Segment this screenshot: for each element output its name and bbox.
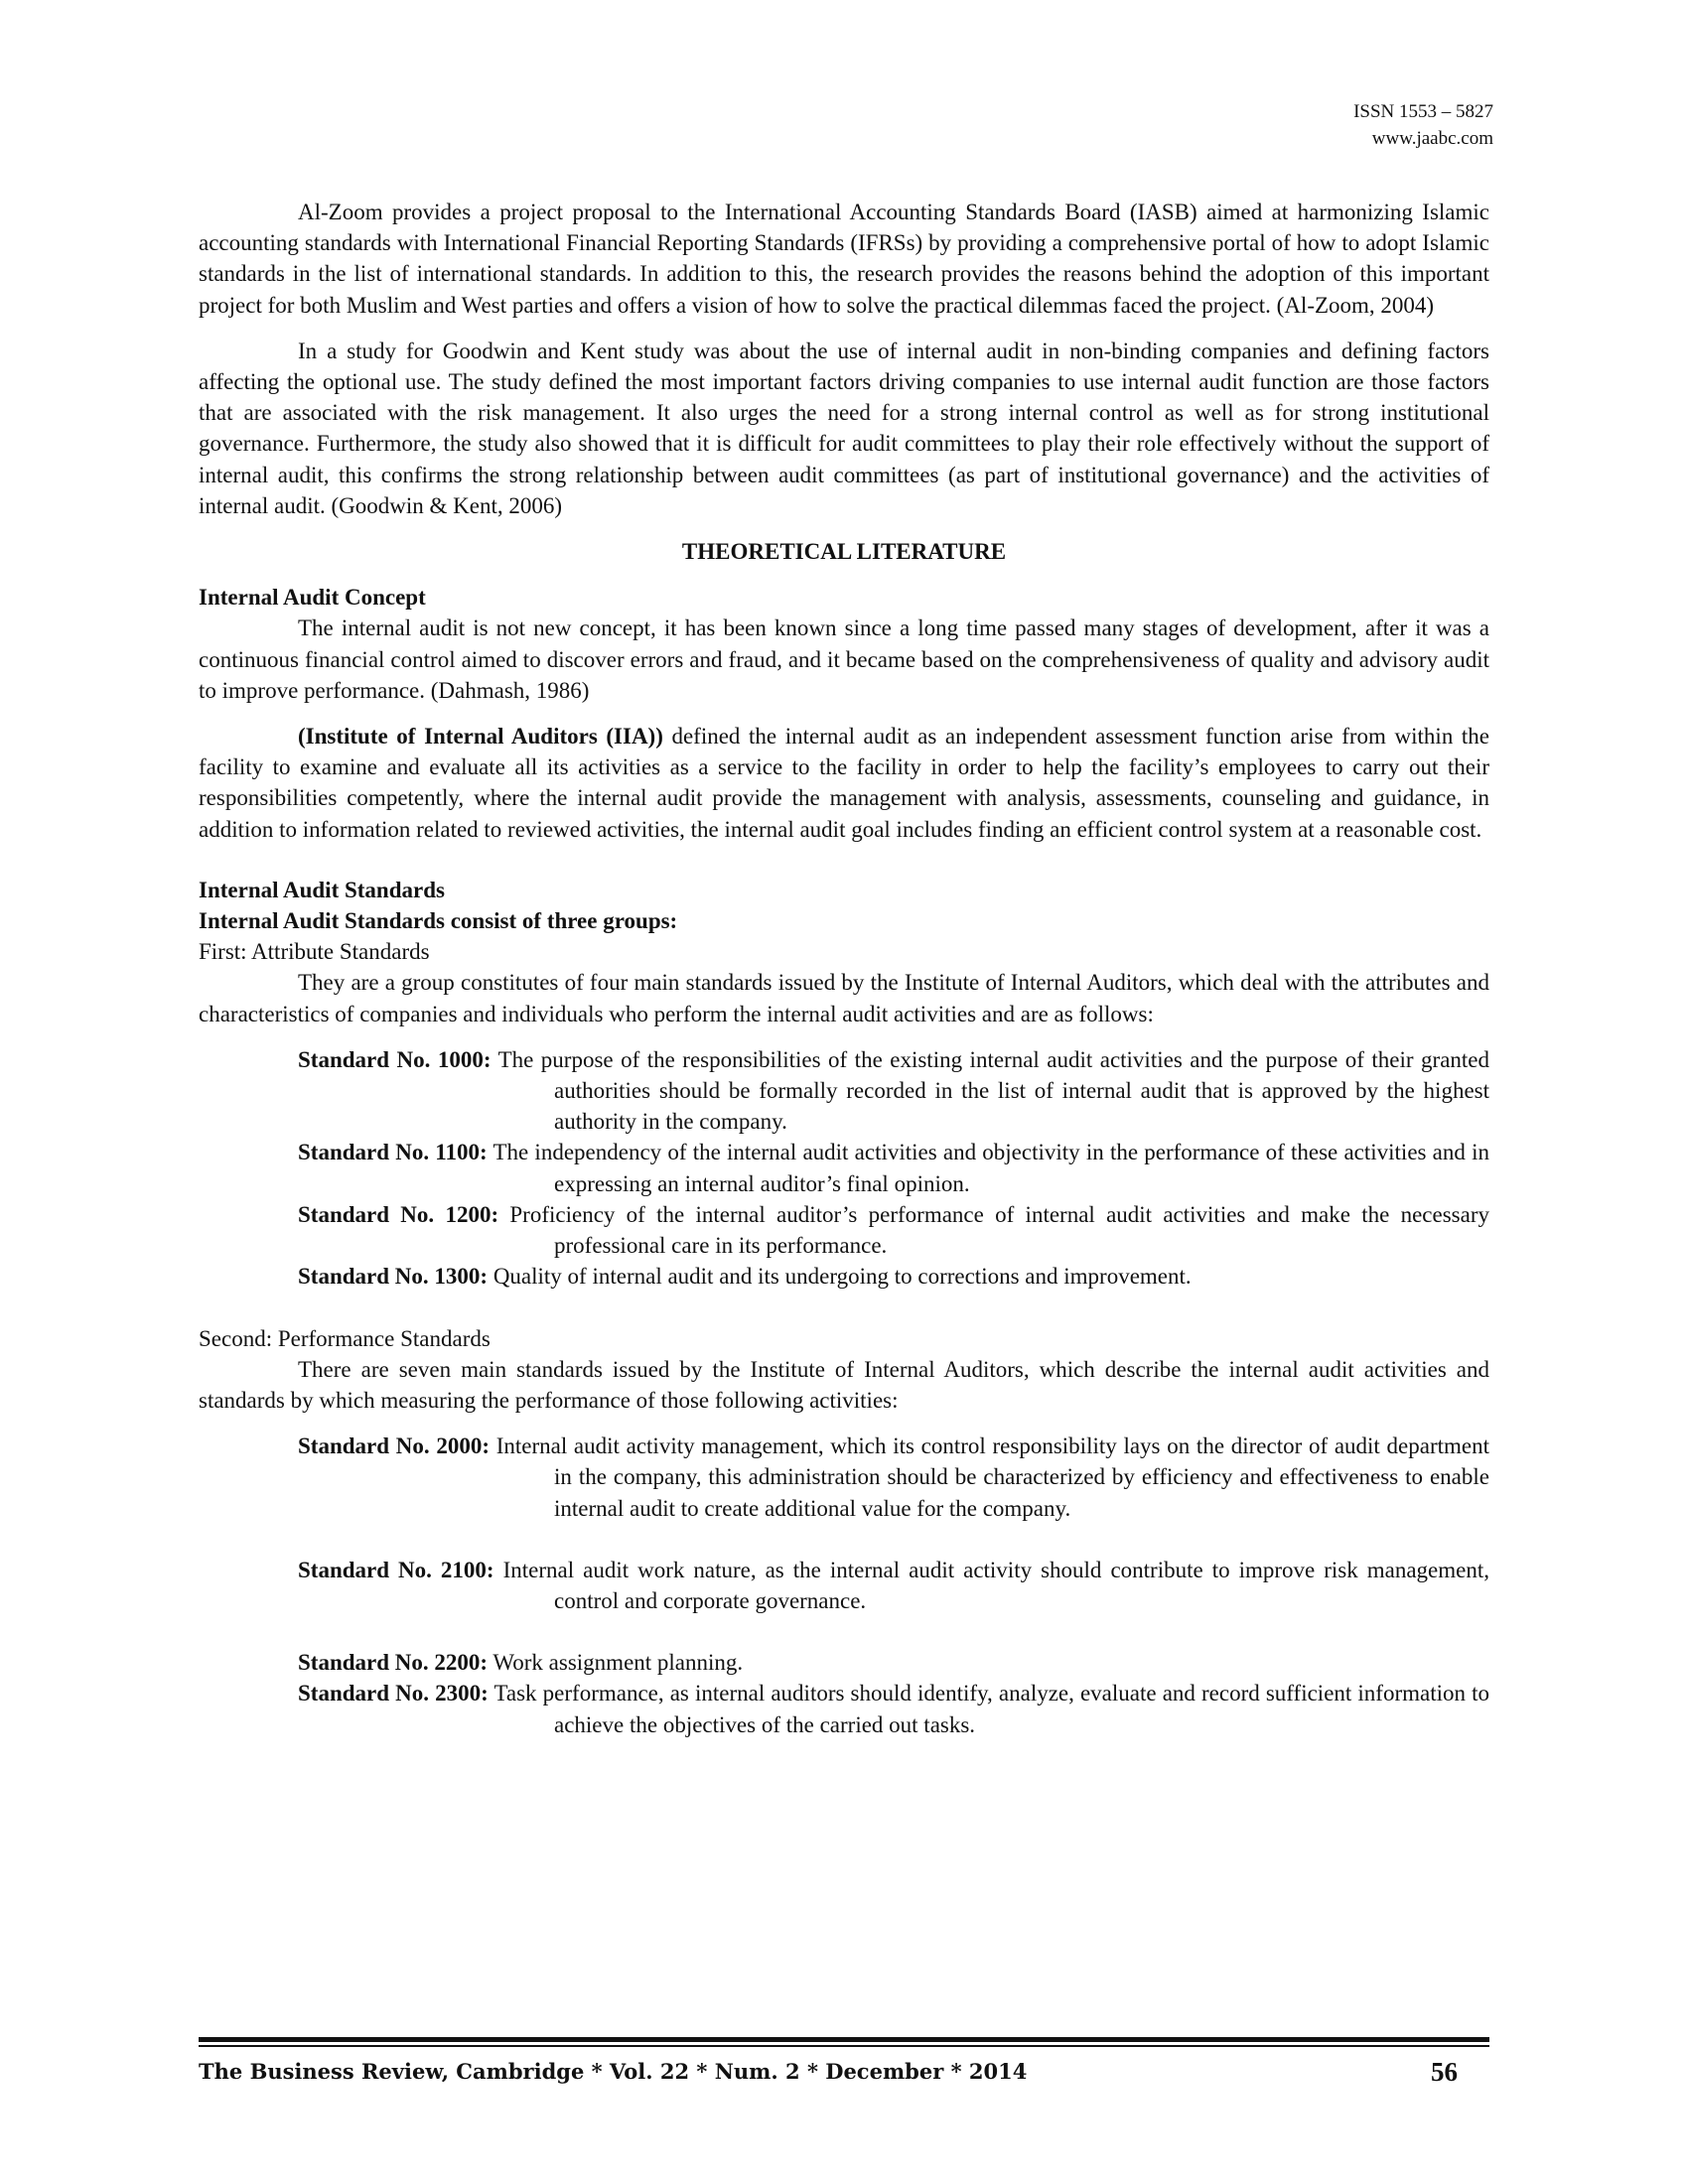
paragraph-performance-intro: There are seven main standards issued by the Institute of Internal Auditors, which describe the internal audit activities and standards by which measuring the performance of those following activities:: [199, 1356, 1489, 1413]
section-title: THEORETICAL LITERATURE: [681, 539, 1007, 565]
paragraph-goodwin-kent: In a study for Goodwin and Kent study was about the use of internal audit in non-binding companies and defining factors affecting the optional use. The study defined the most important factors driving companies to use internal audit function are those factors that are associated with the risk management. It also urges the need for a strong internal control as well as for strong institutional governance. Furthermore, the study also showed that it is difficult for audit committees to play their role effectively without the support of internal audit, this confirms the strong relationship between audit committees (as part of institutional governance) and the activities of internal audit. (Goodwin & Kent, 2006): [199, 338, 1489, 518]
standard-text: The independency of the internal audit activities and objectivity in the performance of these activities and in expressing an internal auditor’s final opinion.: [487, 1140, 1489, 1196]
standard-text: Work assignment planning.: [488, 1650, 744, 1676]
heading-internal-audit-concept: Internal Audit Concept: [199, 585, 426, 611]
standard-label: Standard No. 2100:: [298, 1557, 494, 1582]
footer-divider-thick: [199, 2037, 1489, 2042]
paragraph-iia-definition: [199, 721, 1489, 845]
standard-item-2200: [199, 1647, 1489, 1678]
attribute-standards-list: [199, 1044, 1489, 1293]
paragraph-concept-definition: The internal audit is not new concept, it has been known since a long time passed many stages of development, after it was a continuous financial control aimed to discover errors and fraud, and it became based on the comprehensiveness of quality and advisory audit to improve performance. (Dahmash, 1986): [199, 615, 1489, 703]
standard-item-1200: [199, 1199, 1489, 1261]
paragraph-attribute-intro: They are a group constitutes of four main standards issued by the Institute of Internal Auditors, which deal with the attributes and characteristics of companies and individuals who perform the internal audit activities and are as follows:: [199, 970, 1489, 1026]
subheading-three-groups: Internal Audit Standards consist of three groups:: [199, 908, 678, 934]
standard-label: Standard No. 1000:: [298, 1046, 492, 1072]
standard-label: Standard No. 2000:: [298, 1433, 490, 1459]
journal-website: www.jaabc.com: [1371, 128, 1493, 149]
standard-item-2000: [199, 1431, 1489, 1524]
paragraph-al-zoom: Al-Zoom provides a project proposal to the International Accounting Standards Board (IASB) aimed at harmonizing Islamic accounting standards with International Financial Reporting Standards (IFRSs) by providing a comprehensive portal of how to adopt Islamic standards in the list of international standards. In addition to this, the research provides the reasons behind the adoption of this important project for both Muslim and West parties and offers a vision of how to solve the practical dilemmas faced the project. (Al-Zoom, 2004): [199, 200, 1489, 318]
heading-internal-audit-standards: Internal Audit Standards: [199, 877, 445, 902]
standard-text: The purpose of the responsibilities of the existing internal audit activities and the purpose of their granted authorities should be formally recorded in the list of internal audit that is approved by the highest authority in the company.: [491, 1046, 1490, 1135]
label-performance-standards: Second: Performance Standards: [199, 1325, 491, 1351]
standard-label: Standard No. 1100:: [298, 1140, 488, 1165]
standard-text: Internal audit work nature, as the internal audit activity should contribute to improve risk management, control and corporate governance.: [493, 1557, 1490, 1613]
standard-label: Standard No. 1200:: [298, 1201, 499, 1227]
iia-reference: (Institute of Internal Auditors (IIA)): [298, 724, 663, 750]
standard-item-1100: [199, 1137, 1489, 1198]
page-header: [1353, 98, 1493, 152]
page-footer: [199, 2057, 1458, 2087]
page-number: 56: [1431, 2057, 1458, 2087]
footer-divider-thin: [199, 2045, 1489, 2047]
standard-text: Task performance, as internal auditors should identify, analyze, evaluate and record sufficient information to achieve the objectives of the carried out tasks.: [488, 1681, 1489, 1737]
iia-definition-text: defined the internal audit as an independent assessment function arise from within the facility to examine and evaluate all its activities as a service to the facility in order to help the facility’s employees to carry out their responsibilities competently, where the internal audit provide the management with analysis, assessments, counseling and guidance, in addition to information related to reviewed activities, the internal audit goal includes finding an efficient control system at a reasonable cost.: [199, 724, 1490, 842]
standard-item-2300: [199, 1678, 1489, 1739]
standard-item-1000: [199, 1044, 1489, 1138]
standard-label: Standard No. 1300:: [298, 1264, 489, 1290]
standard-item-2100: [199, 1555, 1489, 1616]
page-body: [199, 197, 1489, 1740]
standard-text: Internal audit activity management, which its control responsibility lays on the director of audit department in the company, this administration should be characterized by efficiency and effectiveness to enable internal audit to create additional value for the company.: [489, 1433, 1489, 1521]
performance-standards-list: [199, 1431, 1489, 1740]
standard-text: Quality of internal audit and its undergoing to corrections and improvement.: [488, 1264, 1192, 1290]
label-attribute-standards: First: Attribute Standards: [199, 939, 430, 965]
journal-citation: The Business Review, Cambridge * Vol. 22 * Num. 2 * December * 2014: [199, 2059, 1028, 2084]
standard-item-1300: [199, 1261, 1489, 1292]
issn-label: ISSN 1553 – 5827: [1353, 101, 1493, 122]
standard-label: Standard No. 2300:: [298, 1681, 489, 1706]
standard-label: Standard No. 2200:: [298, 1650, 489, 1676]
standard-text: Proficiency of the internal auditor’s performance of internal audit activities and make the necessary professional care in its performance.: [498, 1201, 1489, 1259]
